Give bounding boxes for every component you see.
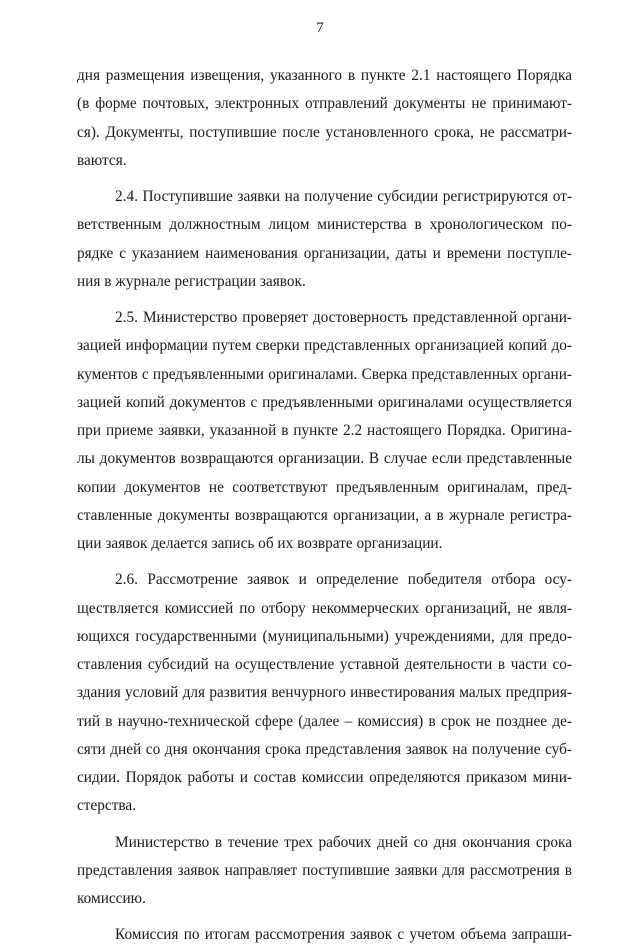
text-line: при приеме заявки, указанной в пункте 2.2 настоящего Порядка. Оригина- — [77, 422, 572, 439]
paragraph-2-5 — [77, 304, 572, 558]
paragraph-2-4 — [77, 183, 572, 296]
text-line: лы документов возвращаются организации. В случае если представленные — [77, 450, 572, 468]
text-line: (в форме почтовых, электронных отправлений документы не принимают- — [77, 95, 572, 113]
text-line: стерства. — [77, 797, 137, 815]
text-line: сидии. Порядок работы и состав комиссии определяются приказом мини- — [77, 769, 572, 786]
text-line: ставления субсидий на осуществление уставной деятельности в части со- — [77, 656, 572, 673]
text-line: кументов с предъявленными оригиналами. Сверка представленных органи- — [77, 365, 572, 383]
text-line: ставленные документы возвращаются организации, а в журнале регистра- — [77, 506, 572, 524]
text-line: ния в журнале регистрации заявок. — [77, 272, 306, 290]
text-line: копии документов не соответствуют предъявленным оригиналам, пред- — [77, 478, 572, 496]
text-line: здания условий для развития венчурного инвестирования малых предприя- — [77, 684, 572, 702]
document-body — [77, 62, 572, 950]
paragraph-commission — [77, 921, 572, 949]
text-line: 2.5. Министерство проверяет достоверность представленной органи- — [115, 309, 572, 326]
page-number: 7 — [316, 20, 324, 36]
paragraph-2-6 — [77, 566, 572, 820]
text-line: комиссию. — [77, 890, 146, 907]
paragraph-continuation — [77, 62, 572, 175]
text-line: Министерство в течение трех рабочих дней со дня окончания срока — [115, 833, 572, 851]
text-line: ществляется комиссией по отбору некоммерческих организаций, не явля- — [77, 599, 572, 617]
text-line: ции заявок делается запись об их возврате организации. — [77, 535, 443, 552]
text-line: 2.4. Поступившие заявки на получение субсидии регистрируются от- — [115, 188, 572, 205]
text-line: тий в научно-технической сфере (далее – комиссия) в срок не позднее де- — [77, 712, 572, 730]
text-line: зацией информации путем сверки представленных организацией копий до- — [77, 337, 572, 355]
text-line: рядке с указанием наименования организации, даты и времени поступле- — [77, 244, 572, 262]
text-line: ющихся государственными (муниципальными) учреждениями, для предо- — [77, 627, 572, 645]
text-line: сяти дней со дня окончания срока представления заявок на получение суб- — [77, 740, 572, 758]
text-line: 2.6. Рассмотрение заявок и определение победителя отбора осу- — [115, 571, 572, 589]
text-line: Комиссия по итогам рассмотрения заявок с учетом объема запраши- — [115, 926, 572, 944]
text-line: ветственным должностным лицом министерства в хронологическом по- — [77, 216, 572, 234]
text-line: ся). Документы, поступившие после установленного срока, не рассматри- — [77, 123, 572, 141]
text-line: дня размещения извещения, указанного в пункте 2.1 настоящего Порядка — [77, 67, 572, 84]
text-line: представления заявок направляет поступившие заявки для рассмотрения в — [77, 861, 572, 879]
paragraph-ministry-review — [77, 829, 572, 914]
text-line: ваются. — [77, 151, 127, 169]
text-line: зацией копий документов с предъявленными оригиналами осуществляется — [77, 393, 572, 411]
